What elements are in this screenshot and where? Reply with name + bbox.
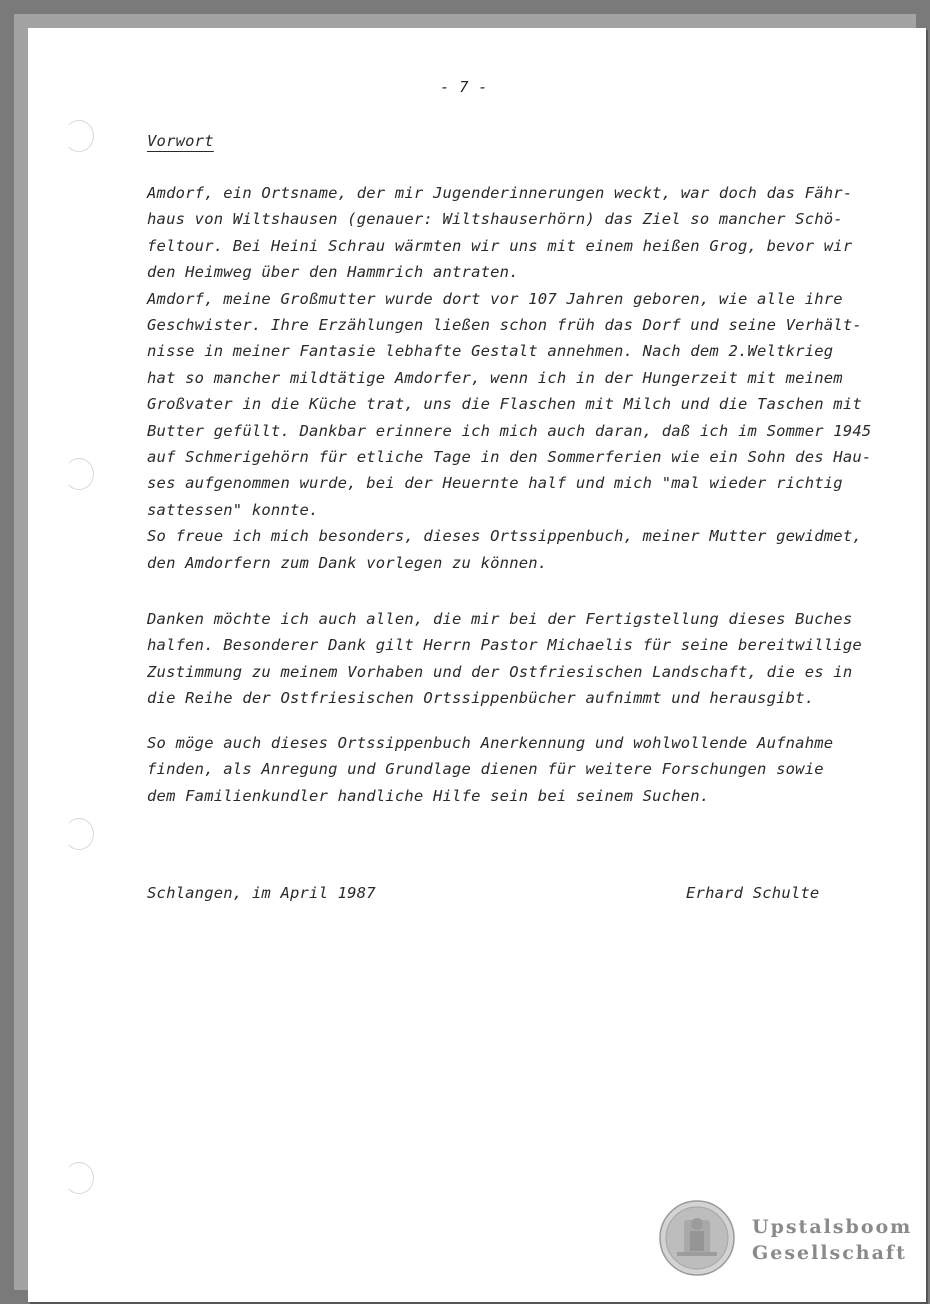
text-line: Butter gefüllt. Dankbar erinnere ich mich auch daran, daß ich im Sommer 1945 bbox=[147, 421, 872, 440]
text-line: Großvater in die Küche trat, uns die Flaschen mit Milch und die Taschen mit bbox=[147, 395, 862, 414]
page-number: - 7 - bbox=[440, 78, 488, 96]
text-line: dem Familienkundler handliche Hilfe sein bei seinem Suchen. bbox=[147, 786, 710, 805]
text-line: Amdorf, meine Großmutter wurde dort vor 107 Jahren geboren, wie alle ihre bbox=[147, 289, 843, 308]
author-name: Erhard Schulte bbox=[686, 884, 820, 902]
seal-icon bbox=[659, 1200, 735, 1276]
text-line: feltour. Bei Heini Schrau wärmten wir uns mit einem heißen Grog, bevor wir bbox=[147, 236, 853, 255]
text-line: den Heimweg über den Hammrich antraten. bbox=[147, 263, 519, 282]
text-line: hat so mancher mildtätige Amdorfer, wenn ich in der Hungerzeit mit meinem bbox=[147, 368, 843, 387]
punch-hole-icon bbox=[64, 120, 94, 152]
paragraph-1 bbox=[147, 180, 872, 576]
text-line: finden, als Anregung und Grundlage dienen für weitere Forschungen sowie bbox=[147, 760, 824, 779]
text-line: den Amdorfern zum Dank vorlegen zu können. bbox=[147, 553, 548, 572]
text-line: So möge auch dieses Ortssippenbuch Anerkennung und wohlwollende Aufnahme bbox=[147, 734, 834, 752]
heading-vorwort: Vorwort bbox=[147, 132, 214, 150]
watermark-line1: Upstalsboom bbox=[752, 1216, 913, 1238]
text-line: haus von Wiltshausen (genauer: Wiltshauserhörn) das Ziel so mancher Schö- bbox=[147, 210, 843, 229]
text-line: auf Schmerigehörn für etliche Tage in den Sommerferien wie ein Sohn des Hau- bbox=[147, 448, 872, 467]
text-line: Danken möchte ich auch allen, die mir bei der Fertigstellung dieses Buches bbox=[147, 610, 853, 628]
text-line: Zustimmung zu meinem Vorhaben und der Ostfriesischen Landschaft, die es in bbox=[147, 662, 853, 681]
text-line: die Reihe der Ostfriesischen Ortssippenbücher aufnimmt und herausgibt. bbox=[147, 689, 815, 708]
paragraph-3 bbox=[147, 730, 834, 809]
text-line: Amdorf, ein Ortsname, der mir Jugenderinnerungen weckt, war doch das Fähr- bbox=[147, 184, 853, 202]
watermark-line2: Gesellschaft bbox=[752, 1242, 907, 1264]
text-line: nisse in meiner Fantasie lebhafte Gestalt annehmen. Nach dem 2.Weltkrieg bbox=[147, 342, 834, 361]
text-line: Geschwister. Ihre Erzählungen ließen schon früh das Dorf und seine Verhält- bbox=[147, 316, 862, 335]
text-line: halfen. Besonderer Dank gilt Herrn Pastor Michaelis für seine bereitwillige bbox=[147, 636, 862, 655]
place-date: Schlangen, im April 1987 bbox=[147, 884, 376, 902]
punch-hole-icon bbox=[64, 1162, 94, 1194]
paragraph-2 bbox=[147, 606, 862, 712]
punch-hole-icon bbox=[64, 818, 94, 850]
text-line: ses aufgenommen wurde, bei der Heuernte half und mich "mal wieder richtig bbox=[147, 474, 843, 493]
text-line: So freue ich mich besonders, dieses Ortssippenbuch, meiner Mutter gewidmet, bbox=[147, 527, 862, 546]
text-line: sattessen" konnte. bbox=[147, 500, 319, 519]
punch-hole-icon bbox=[64, 458, 94, 490]
